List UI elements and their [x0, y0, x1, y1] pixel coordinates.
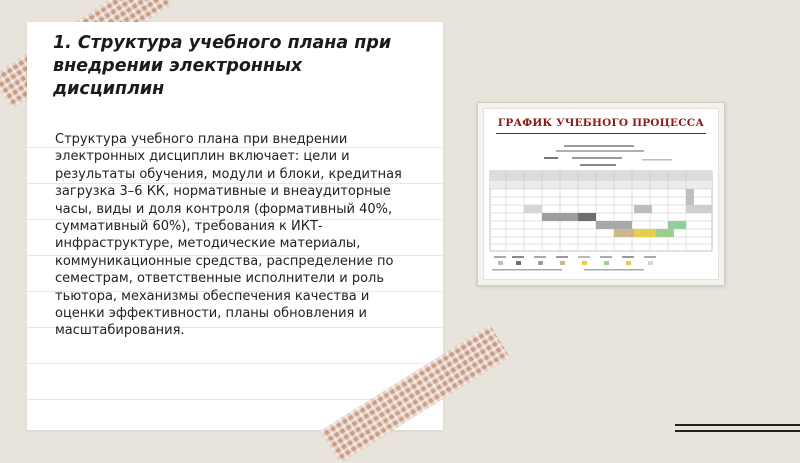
slide-title: 1. Структура учебного плана при внедрении электронных дисциплин: [53, 33, 392, 99]
schedule-table-graphic: [484, 109, 718, 279]
schedule-image-title: ГРАФИК УЧЕБНОГО ПРОЦЕССА: [497, 117, 705, 129]
schedule-image: [477, 102, 725, 286]
slide-body-text: Структура учебного плана при внедрении электронных дисциплин включает: цели и результаты обучения, модули и блоки, кредитная загрузка 3–6 КК, нормативные и внеаудиторные часы, виды и доля контроля (формативный 40%, суммативный 60%), требования к ИКТ-инфраструктуре, методические материалы, коммуникационные средства, распределение по семестрам, ответственные исполнители и роль тьютора, механизмы обеспечения качества и оценки эффективности, планы обновления и масштабирования.: [55, 132, 402, 339]
decorative-lines: [675, 424, 800, 438]
